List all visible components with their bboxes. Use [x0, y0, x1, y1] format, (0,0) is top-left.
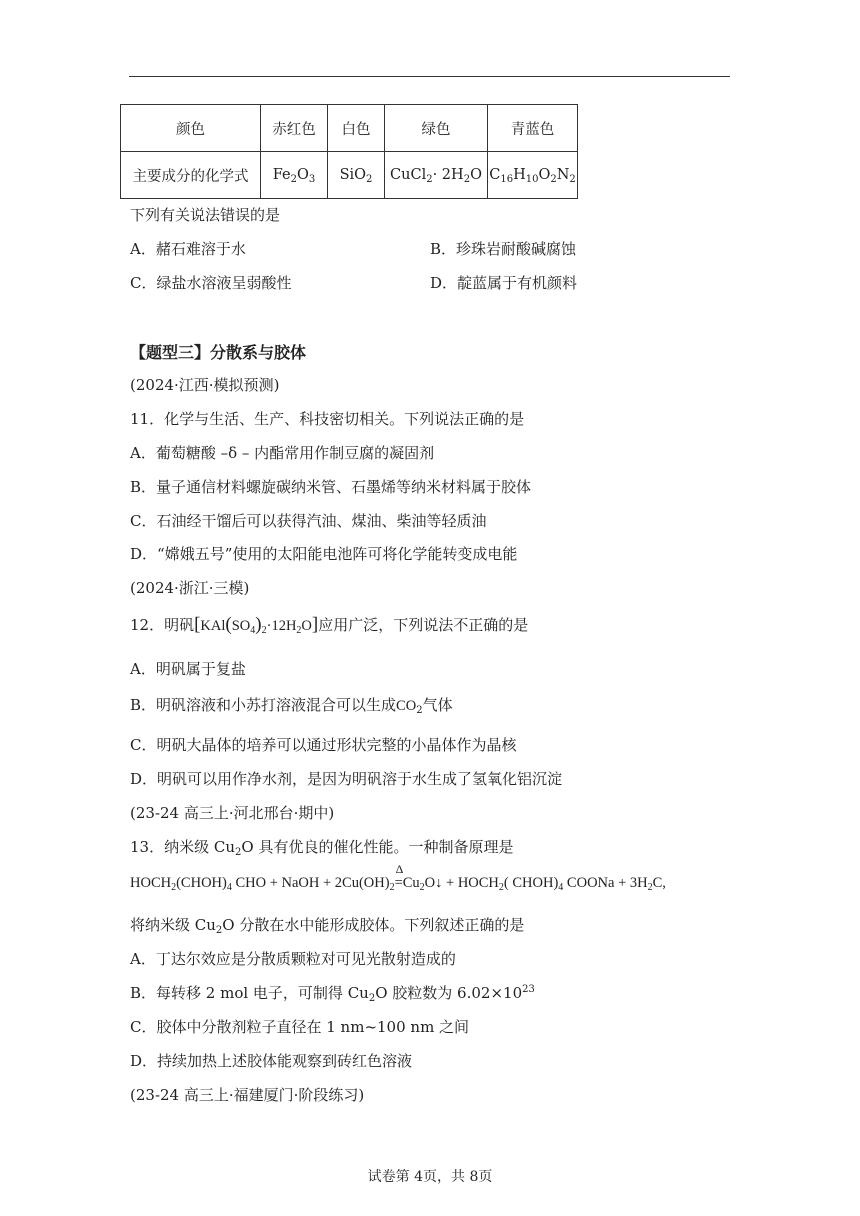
q13-option-b[interactable]: B．每转移 2 mol 电子，可制得 $Cu_2O$ 胶粒数为 $6.02\times 10^{23}$	[130, 984, 535, 1004]
q13-equation: $HOCH_2(CHOH)_4$ CHO + NaOH + $2Cu(OH)_2$ Δ $=Cu_2O↓$ + $HOCH_2$( $CHOH)_4$ COONa + $3H_2C$,	[130, 862, 666, 893]
q13-stem: 13．纳米级 $Cu_2O$ 具有优良的催化性能。一种制备原理是	[130, 838, 514, 858]
formula-cucl2: CuCl$_2$· $2H_2O$	[385, 152, 488, 199]
q10-option-a[interactable]: A．赭石难溶于水	[130, 240, 246, 258]
q11-option-d[interactable]: D．“嫦娥五号”使用的太阳能电池阵可将化学能转变成电能	[130, 545, 518, 563]
q12-stem: 12．明矾$[KAl(SO_4)_2\cdot 12H_2O]$应用广泛，下列说法不正确的是	[130, 614, 529, 636]
q12-source: (2024·浙江·三模)	[130, 579, 250, 597]
section-title: 【题型三】分散系与胶体	[130, 343, 307, 362]
q14-source: (23-24 高三上·福建厦门·阶段练习)	[130, 1086, 365, 1104]
pigment-table	[120, 104, 578, 199]
table-cell: 青蓝色	[488, 105, 578, 152]
q12-option-c[interactable]: C．明矾大晶体的培养可以通过形状完整的小晶体作为晶核	[130, 736, 517, 754]
formula-fe2o3: $Fe_2O_3$	[261, 152, 328, 199]
q13-option-c[interactable]: C．胶体中分散剂粒子直径在 1 nm~100 nm 之间	[130, 1018, 470, 1036]
table-cell: 赤红色	[261, 105, 328, 152]
q12-option-a[interactable]: A．明矾属于复盐	[130, 660, 246, 678]
q10-option-c[interactable]: C．绿盐水溶液呈弱酸性	[130, 274, 292, 292]
q13-option-d[interactable]: D．持续加热上述胶体能观察到砖红色溶液	[130, 1052, 413, 1070]
q10-option-b[interactable]: B．珍珠岩耐酸碱腐蚀	[430, 240, 577, 258]
table-cell: 主要成分的化学式	[121, 152, 261, 199]
formula-indigo: $C_{16}H_{10}O_2N_2$	[488, 152, 578, 199]
table-cell: 绿色	[385, 105, 488, 152]
table-cell: 白色	[328, 105, 385, 152]
header-rule	[129, 76, 730, 77]
q13-option-a[interactable]: A．丁达尔效应是分散质颗粒对可见光散射造成的	[130, 950, 456, 968]
q13-line3: 将纳米级 $Cu_2O$ 分散在水中能形成胶体。下列叙述正确的是	[130, 916, 525, 936]
table-row	[121, 152, 578, 199]
heat-arrow: Δ =	[394, 862, 404, 891]
q11-option-b[interactable]: B．量子通信材料螺旋碳纳米管、石墨烯等纳米材料属于胶体	[130, 478, 532, 496]
q11-option-c[interactable]: C．石油经干馏后可以获得汽油、煤油、柴油等轻质油	[130, 512, 487, 530]
q10-stem: 下列有关说法错误的是	[130, 206, 281, 224]
formula-sio2: SiO$_2$	[328, 152, 385, 199]
alum-formula: $[KAl(SO_4)_2\cdot 12H_2O]$	[194, 614, 319, 636]
q11-source: (2024·江西·模拟预测)	[130, 376, 280, 394]
q11-stem: 11．化学与生活、生产、科技密切相关。下列说法正确的是	[130, 410, 525, 428]
q12-option-d[interactable]: D．明矾可以用作净水剂，是因为明矾溶于水生成了氢氧化铝沉淀	[130, 770, 563, 788]
table-row	[121, 105, 578, 152]
table-cell: 颜色	[121, 105, 261, 152]
q13-source: (23-24 高三上·河北邢台·期中)	[130, 804, 335, 822]
q12-option-b[interactable]: B．明矾溶液和小苏打溶液混合可以生成$CO_2$气体	[130, 696, 453, 716]
q11-option-a[interactable]: A．葡萄糖酸 –δ – 内酯常用作制豆腐的凝固剂	[130, 444, 435, 462]
page-footer: 试卷第 4页，共 8页	[367, 1169, 493, 1185]
q10-option-d[interactable]: D．靛蓝属于有机颜料	[430, 274, 578, 292]
